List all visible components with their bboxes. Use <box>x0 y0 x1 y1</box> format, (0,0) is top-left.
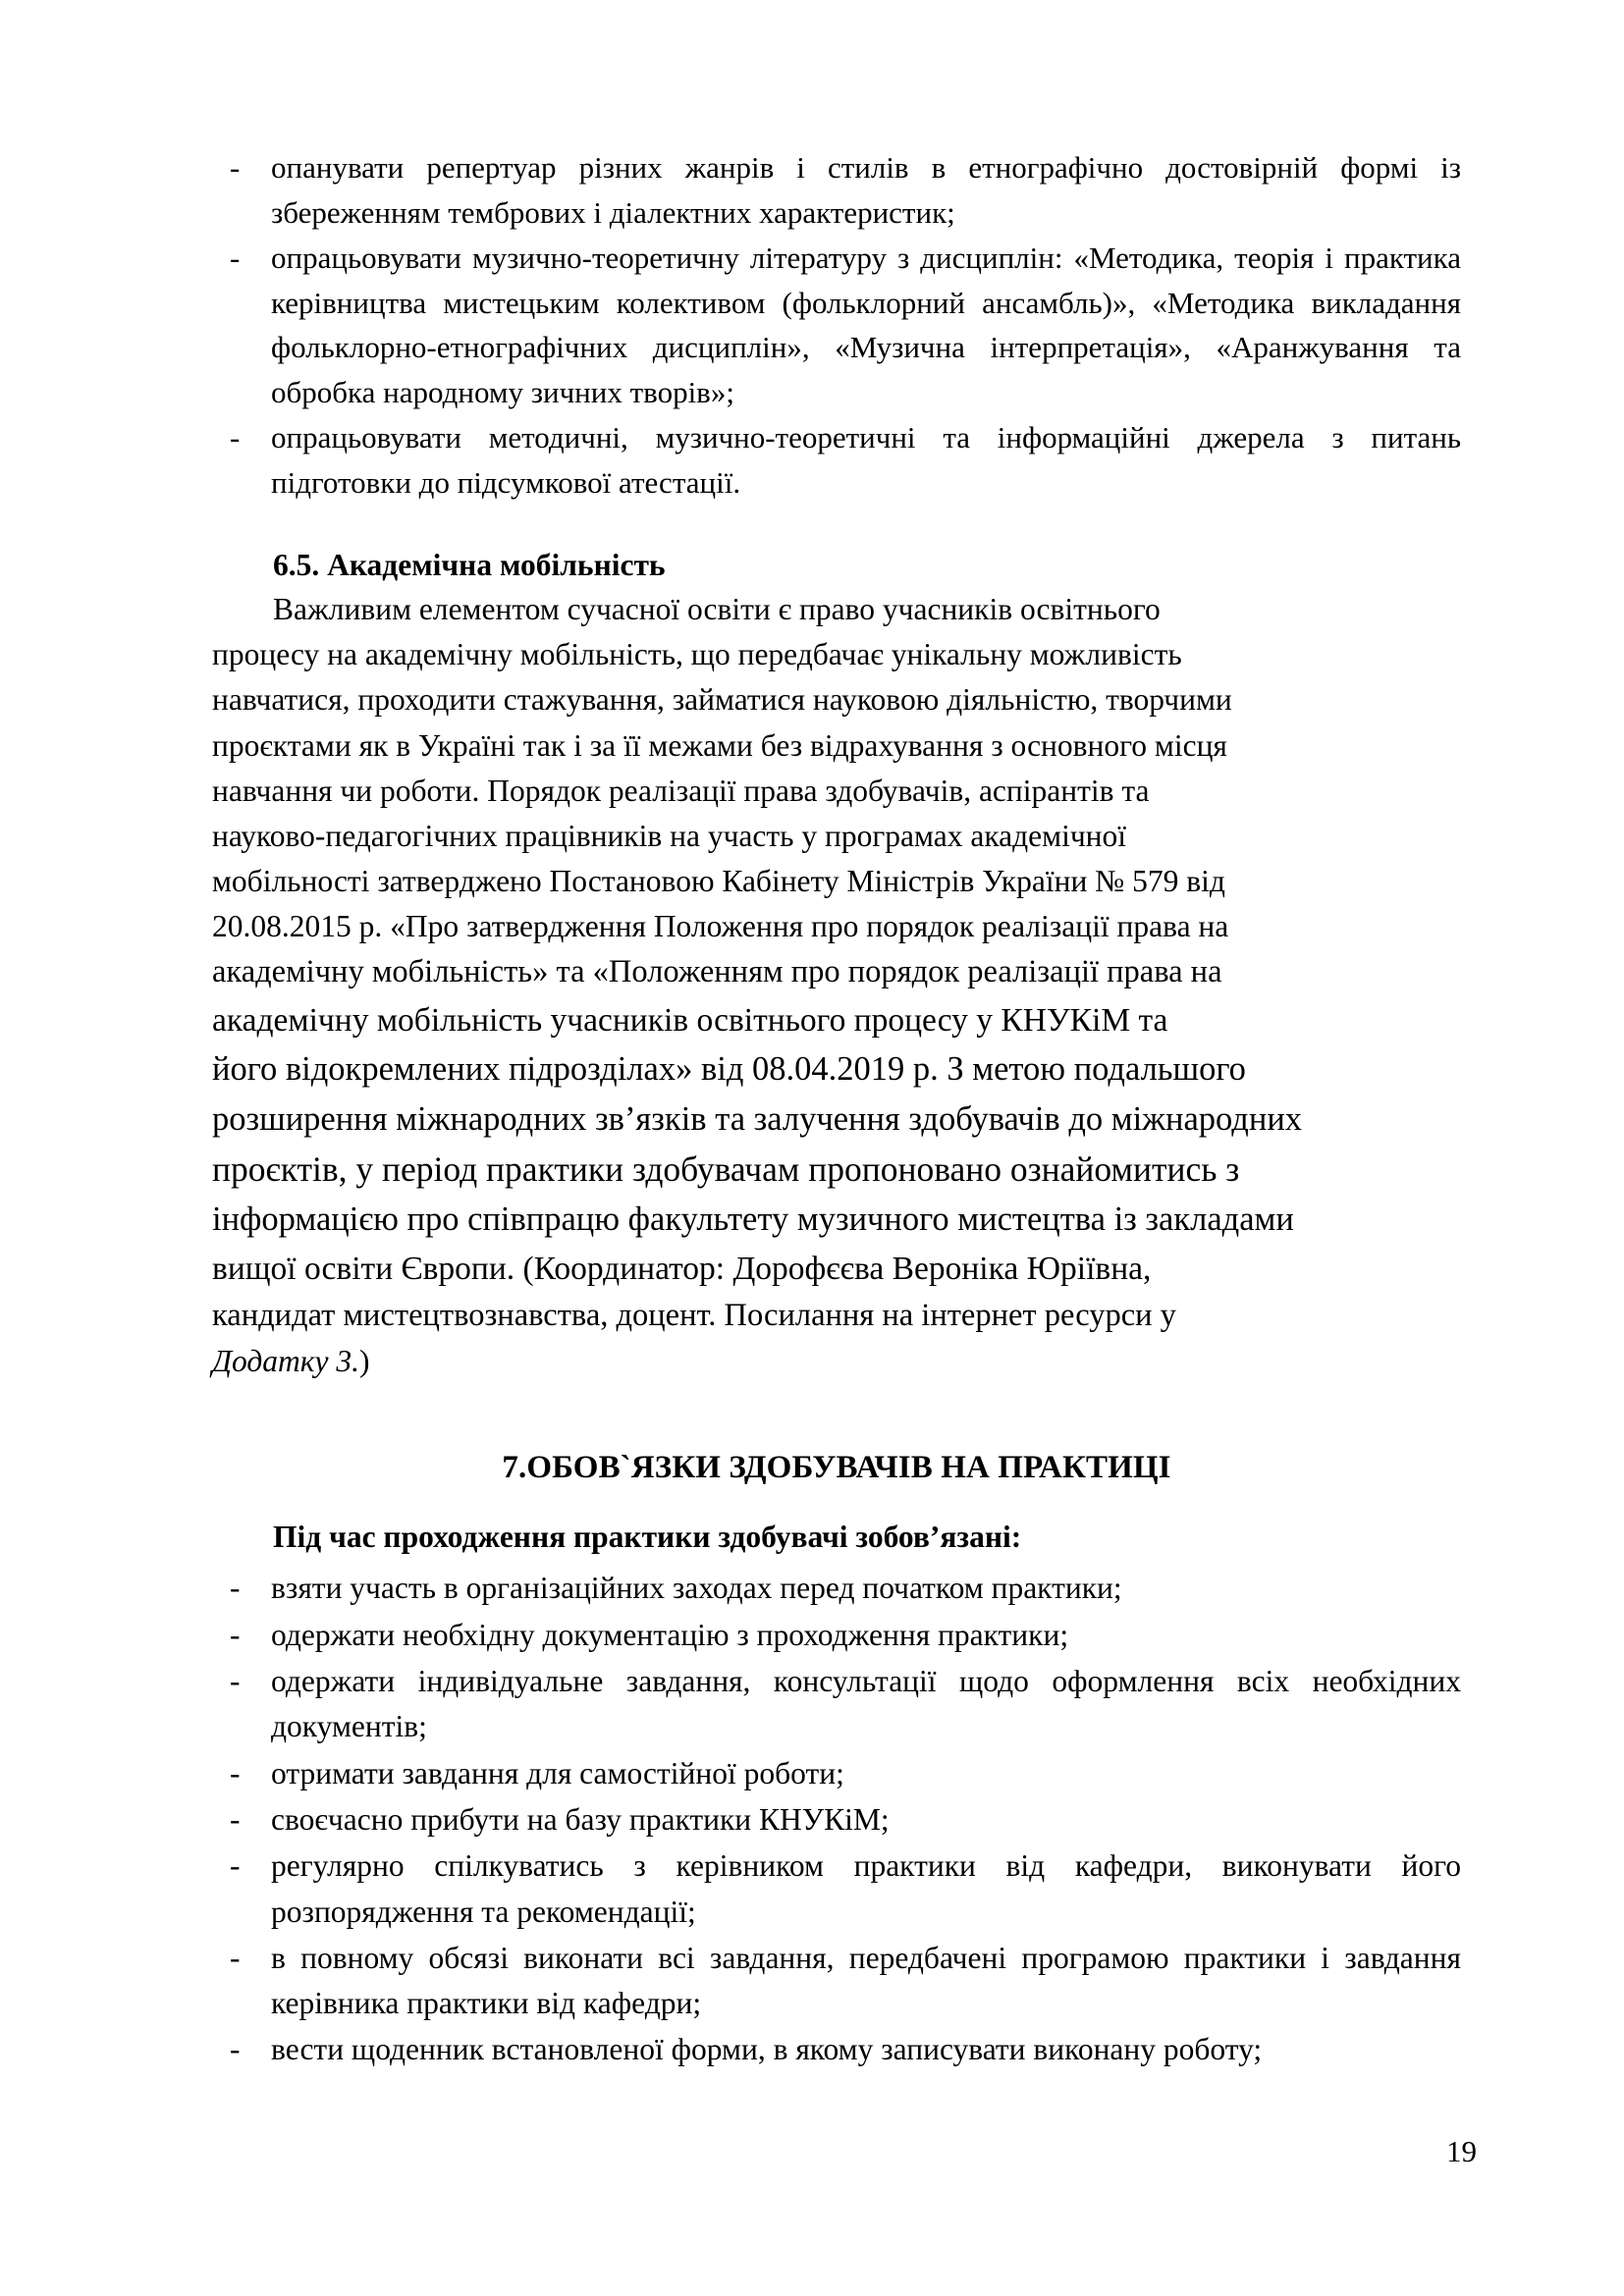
paragraph-line: проєктів, у період практики здобувачам пропоновано ознайомитись з <box>212 1149 1240 1190</box>
dash-marker: - <box>230 2032 241 2067</box>
dash-marker: - <box>230 240 241 276</box>
paragraph-line: академічну мобільність» та «Положенням про порядок реалізації права на <box>212 954 1222 990</box>
paragraph-line: кандидат мистецтвознавства, доцент. Посилання на інтернет ресурси у <box>212 1297 1176 1333</box>
list-item-text: опрацьовувати музично-теоретичну літературу з дисциплін: «Методика, теорія і практика керівництва мистецьким колективом (фольклорний ансамбль)», «Методика викладання фольклорно-етнографічних дисциплін», «Музична інтерпретація», «Аранжування та обробка народному зичних творів»; <box>271 240 1461 409</box>
paragraph-line: навчатися, проходити стажування, займатися науковою діяльністю, творчими <box>212 682 1232 718</box>
dash-marker: - <box>230 1940 241 1975</box>
page-number: 19 <box>1446 2134 1477 2168</box>
list-item <box>212 1936 1461 2027</box>
paragraph-line: інформацією про співпрацю факультету музичного мистецтва із закладами <box>212 1201 1294 1239</box>
list-item <box>212 1566 1461 1611</box>
dash-marker: - <box>230 150 241 185</box>
list-item <box>212 236 1461 414</box>
paragraph-tail-plain: ) <box>359 1344 370 1379</box>
list-item <box>212 1751 1461 1796</box>
dash-marker: - <box>230 1801 241 1837</box>
list-item <box>212 415 1461 505</box>
list-item <box>212 145 1461 235</box>
paragraph-line: розширення міжнародних зв’язків та залучення здобувачів до міжнародних <box>212 1099 1303 1138</box>
list-item <box>212 1843 1461 1935</box>
dash-marker: - <box>230 1571 241 1606</box>
list-item <box>212 1613 1461 1658</box>
section-7-lead: Під час проходження практики здобувачі зобов’язані: <box>273 1520 1022 1555</box>
paragraph-line: вищої освіти Європи. (Координатор: Дорофєєва Вероніка Юріївна, <box>212 1250 1152 1287</box>
paragraph-line: навчання чи роботи. Порядок реалізації права здобувачів, аспірантів та <box>212 773 1150 808</box>
page-content <box>212 145 1461 2074</box>
section-65-heading: 6.5. Академічна мобільність <box>273 547 666 582</box>
list-item <box>212 1659 1461 1750</box>
paragraph-line: академічну мобільність учасників освітнього процесу у КНУКіМ та <box>212 1001 1168 1039</box>
list-item-text: в повному обсязі виконати всі завдання, передбачені програмою практики і завдання керівника практики від кафедри; <box>271 1940 1461 2021</box>
paragraph-line: процесу на академічну мобільність, що передбачає унікальну можливість <box>212 637 1182 672</box>
dash-marker: - <box>230 420 241 455</box>
section-7-heading: 7.ОБОВ`ЯЗКИ ЗДОБУВАЧІВ НА ПРАКТИЦІ <box>502 1450 1171 1486</box>
list-item-text: опрацьовувати методичні, музично-теоретичні та інформаційні джерела з питань підготовки до підсумкової атестації. <box>271 420 1461 500</box>
appendix-reference: Додатку 3. <box>212 1344 360 1379</box>
list-item-text: опанувати репертуар різних жанрів і стилів в етнографічно достовірній формі із збереженням тембрових і діалектних характеристик; <box>271 150 1461 230</box>
paragraph-line: мобільності затверджено Постановою Кабінету Міністрів України № 579 від <box>212 864 1225 899</box>
list-item-text: взяти участь в організаційних заходах перед початком практики; <box>271 1571 1122 1606</box>
list-item-text: своєчасно прибути на базу практики КНУКіМ; <box>271 1801 890 1837</box>
list-item-text: одержати індивідуальне завдання, консультації щодо оформлення всіх необхідних документів; <box>271 1664 1461 1744</box>
list-item-text: одержати необхідну документацію з проходження практики; <box>271 1617 1069 1652</box>
paragraph-line-tail <box>212 1339 1461 1384</box>
list-item <box>212 2027 1461 2072</box>
section-65-paragraph <box>212 587 1461 1384</box>
spacer <box>212 1492 1461 1514</box>
paragraph-line: Важливим елементом сучасної освіти є право учасників освітнього <box>273 592 1161 627</box>
paragraph-line: проєктами як в Україні так і за її межами без відрахування з основного місця <box>212 727 1227 763</box>
list-item-text: вести щоденник встановленої форми, в якому записувати виконану роботу; <box>271 2032 1263 2067</box>
paragraph-line: науково-педагогічних працівників на участь у програмах академічної <box>212 818 1127 853</box>
dash-marker: - <box>230 1755 241 1790</box>
paragraph-line: його відокремлених підрозділах» від 08.04.2019 р. З метою подальшого <box>212 1049 1246 1088</box>
spacer <box>212 1384 1461 1445</box>
list-item <box>212 1797 1461 1842</box>
dash-marker: - <box>230 1664 241 1699</box>
dash-marker: - <box>230 1848 241 1884</box>
list-item-text: регулярно спілкуватись з керівником практики від кафедри, виконувати його розпорядження та рекомендації; <box>271 1848 1461 1929</box>
paragraph-line: 20.08.2015 р. «Про затвердження Положення про порядок реалізації права на <box>212 909 1229 944</box>
duties-list <box>212 1566 1461 2072</box>
list-item-text: отримати завдання для самостійної роботи; <box>271 1755 844 1790</box>
dash-marker: - <box>230 1617 241 1652</box>
objectives-list <box>212 145 1461 506</box>
